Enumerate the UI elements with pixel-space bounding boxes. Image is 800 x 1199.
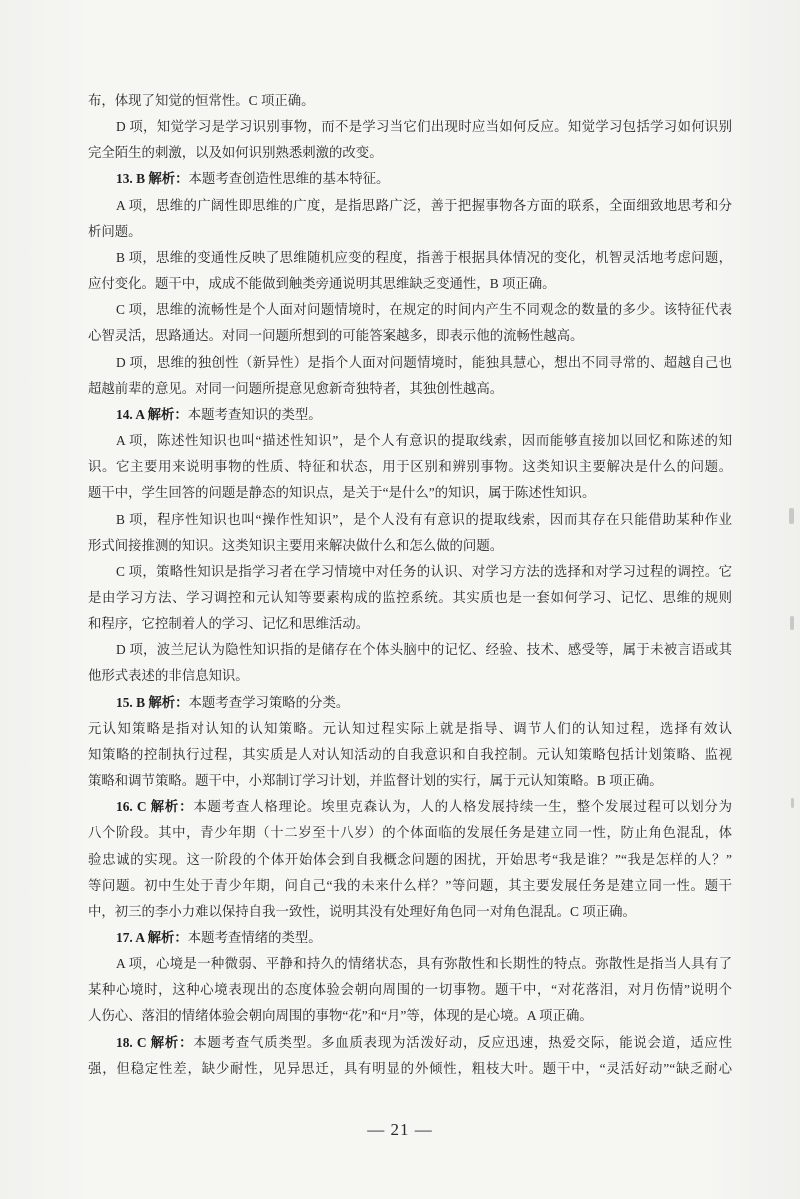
- text-line: [88, 768, 732, 794]
- text-line: [88, 1056, 732, 1082]
- paragraph: [88, 350, 732, 402]
- text-line: [88, 88, 732, 114]
- line-text: 识。它主要用来说明事物的性质、特征和状态，用于区别和辨别事物。这类知识主要解决是什么的问题。: [88, 459, 732, 475]
- line-text: D 项，知觉学习是学习识别事物，而不是学习当它们出现时应当如何反应。知觉学习包括学习如何识别: [116, 119, 732, 135]
- answer-explanation-heading: [88, 925, 732, 951]
- line-text: 本题考查创造性思维的基本特征。: [188, 171, 390, 187]
- paragraph: [88, 193, 732, 245]
- text-line: [88, 925, 732, 951]
- paragraph: [88, 559, 732, 637]
- text-line: [88, 533, 732, 559]
- text-line: [88, 690, 732, 716]
- question-answer-label: 13. B 解析：: [116, 171, 189, 187]
- line-text: 验忠诚的实现。这一阶段的个体开始体会到自我概念问题的困扰，开始思考“我是谁？”“我是怎样的人？”: [88, 851, 732, 867]
- question-answer-label: 16. C 解析：: [116, 799, 194, 815]
- text-line: [88, 820, 732, 846]
- paragraph: [88, 245, 732, 297]
- text-line: [88, 323, 732, 349]
- answer-explanation-heading: [88, 1030, 732, 1082]
- question-answer-label: 18. C 解析：: [116, 1034, 194, 1050]
- question-answer-label: 14. A 解析：: [116, 406, 188, 422]
- line-text: C 项，思维的流畅性是个人面对问题情境时，在规定的时间内产生不同观念的数量的多少。该特征代表: [116, 302, 732, 318]
- line-text: B 项，思维的变通性反映了思维随机应变的程度，指善于根据具体情况的变化，机智灵活地考虑问题，: [116, 249, 732, 265]
- line-text: 等问题。初中生处于青少年期，问自己“我的未来什么样？”等问题，其主要发展任务是建立同一性。题干: [88, 877, 732, 893]
- text-line: [88, 585, 732, 611]
- line-text: 中，初三的李小力难以保持自我一致性，说明其没有处理好角色同一对角色混乱。C 项正确。: [88, 903, 636, 919]
- line-text: 本题考查情绪的类型。: [187, 930, 322, 945]
- line-text: 强，但稳定性差，缺少耐性，见异思迁，具有明显的外倾性，粗枝大叶。题干中，“灵活好动”“缺乏耐心: [88, 1060, 732, 1076]
- text-line: [88, 1030, 732, 1056]
- text-line: [88, 794, 732, 820]
- scan-artifact: [790, 616, 794, 630]
- text-line: [88, 873, 732, 899]
- line-text: 八个阶段。其中，青少年期（十二岁至十八岁）的个体面临的发展任务是建立同一性，防止角色混乱，体: [88, 825, 732, 841]
- line-text: 析问题。: [88, 223, 142, 239]
- text-line: [88, 1003, 732, 1029]
- line-text: A 项，心境是一种微弱、平静和持久的情绪状态，具有弥散性和长期性的特点。弥散性是指当人具有了: [116, 956, 732, 972]
- text-line: [88, 611, 732, 637]
- answer-explanation-heading: [88, 402, 732, 428]
- answer-explanations-text: [88, 88, 732, 1082]
- line-text: 本题考查气质类型。多血质表现为活泼好动，反应迅速，热爱交际，能说会道，适应性: [193, 1034, 732, 1050]
- text-line: [88, 507, 732, 533]
- line-text: 某种心境时，这种心境表现出的态度体验会朝向周围的一切事物。题干中，“对花落泪，对月伤情”说明个: [88, 982, 732, 998]
- line-text: 本题考查人格理论。埃里克森认为，人的人格发展持续一生，整个发展过程可以划分为: [193, 799, 732, 815]
- scan-artifact: [789, 508, 794, 524]
- text-line: [88, 663, 732, 689]
- paragraph: [88, 88, 732, 114]
- text-line: [88, 166, 732, 192]
- question-answer-label: 15. B 解析：: [116, 694, 189, 710]
- line-text: 完全陌生的刺激，以及如何识别熟悉刺激的改变。: [88, 145, 383, 161]
- line-text: 是由学习方法、学习调控和元认知等要素构成的监控系统。其实质也是一套如何学习、记忆、思维的规则: [88, 589, 732, 605]
- paragraph: [88, 507, 732, 559]
- paragraph: [88, 297, 732, 349]
- line-text: 他形式表述的非信息知识。: [88, 668, 249, 684]
- line-text: A 项，陈述性知识也叫“描述性知识”，是个人有意识的提取线索，因而能够直接加以回忆和陈述的知: [116, 433, 732, 449]
- line-text: 本题考查知识的类型。: [187, 406, 322, 422]
- line-text: 元认知策略是指对认知的认知策略。元认知过程实际上就是指导、调节人们的认知过程，选择有效认: [88, 720, 732, 736]
- text-line: [88, 480, 732, 506]
- line-text: 人伤心、落泪的情绪体验会朝向周围的事物“花”和“月”等，体现的是心境。A 项正确。: [88, 1008, 593, 1024]
- line-text: C 项，策略性知识是指学习者在学习情境中对任务的认识、对学习方法的选择和对学习过程的调控。它: [116, 563, 732, 579]
- text-line: [88, 350, 732, 376]
- text-line: [88, 219, 732, 245]
- text-line: [88, 847, 732, 873]
- answer-explanation-heading: [88, 166, 732, 192]
- text-line: [88, 297, 732, 323]
- line-text: 心智灵活，思路通达。对同一问题所想到的可能答案越多，即表示他的流畅性越高。: [88, 328, 584, 344]
- text-line: [88, 716, 732, 742]
- paragraph: [88, 428, 732, 506]
- question-answer-label: 17. A 解析：: [116, 930, 188, 945]
- text-line: [88, 376, 732, 402]
- text-line: [88, 140, 732, 166]
- line-text: 题干中，学生回答的问题是静态的知识点，是关于“是什么”的知识，属于陈述性知识。: [88, 485, 596, 501]
- text-line: [88, 428, 732, 454]
- line-text: 超越前辈的意见。对同一问题所提意见愈新奇独特者，其独创性越高。: [88, 380, 504, 396]
- text-line: [88, 245, 732, 271]
- line-text: 本题考查学习策略的分类。: [188, 694, 350, 710]
- line-text: 布，体现了知觉的恒常性。C 项正确。: [88, 93, 315, 108]
- text-line: [88, 559, 732, 585]
- paragraph: [88, 637, 732, 689]
- line-text: 形式间接推测的知识。这类知识主要用来解决做什么和怎么做的问题。: [88, 537, 504, 553]
- text-line: [88, 193, 732, 219]
- paragraph: [88, 951, 732, 1029]
- scan-artifact: [791, 798, 794, 808]
- text-line: [88, 271, 732, 297]
- paragraph: [88, 114, 732, 166]
- line-text: 和程序，它控制着人的学习、记忆和思维活动。: [88, 616, 370, 632]
- line-text: 策略和调节策略。题干中，小郑制订学习计划，并监督计划的实行，属于元认知策略。B 项正确。: [88, 773, 663, 789]
- answer-explanation-heading: [88, 690, 732, 716]
- page-number: — 21 —: [367, 1120, 433, 1139]
- text-line: [88, 899, 732, 925]
- text-line: [88, 454, 732, 480]
- line-text: D 项，波兰尼认为隐性知识指的是储存在个体头脑中的记忆、经验、技术、感受等，属于未被言语或其: [116, 642, 732, 658]
- line-text: 知策略的控制执行过程，其实质是人对认知活动的自我意识和自我控制。元认知策略包括计划策略、监视: [88, 746, 732, 762]
- answer-explanation-heading: [88, 794, 732, 925]
- line-text: D 项，思维的独创性（新异性）是指个人面对问题情境时，能独具慧心，想出不同寻常的、超越自己也: [116, 354, 732, 370]
- text-line: [88, 637, 732, 663]
- paragraph: [88, 716, 732, 794]
- text-line: [88, 977, 732, 1003]
- text-line: [88, 114, 732, 140]
- text-line: [88, 402, 732, 428]
- line-text: 应付变化。题干中，成成不能做到触类旁通说明其思维缺乏变通性，B 项正确。: [88, 276, 556, 292]
- text-line: [88, 951, 732, 977]
- text-line: [88, 742, 732, 768]
- line-text: A 项，思维的广阔性即思维的广度，是指思路广泛，善于把握事物各方面的联系，全面细致地思考和分: [116, 197, 732, 213]
- line-text: B 项，程序性知识也叫“操作性知识”，是个人没有有意识的提取线索，因而其存在只能借助某种作业: [116, 511, 732, 527]
